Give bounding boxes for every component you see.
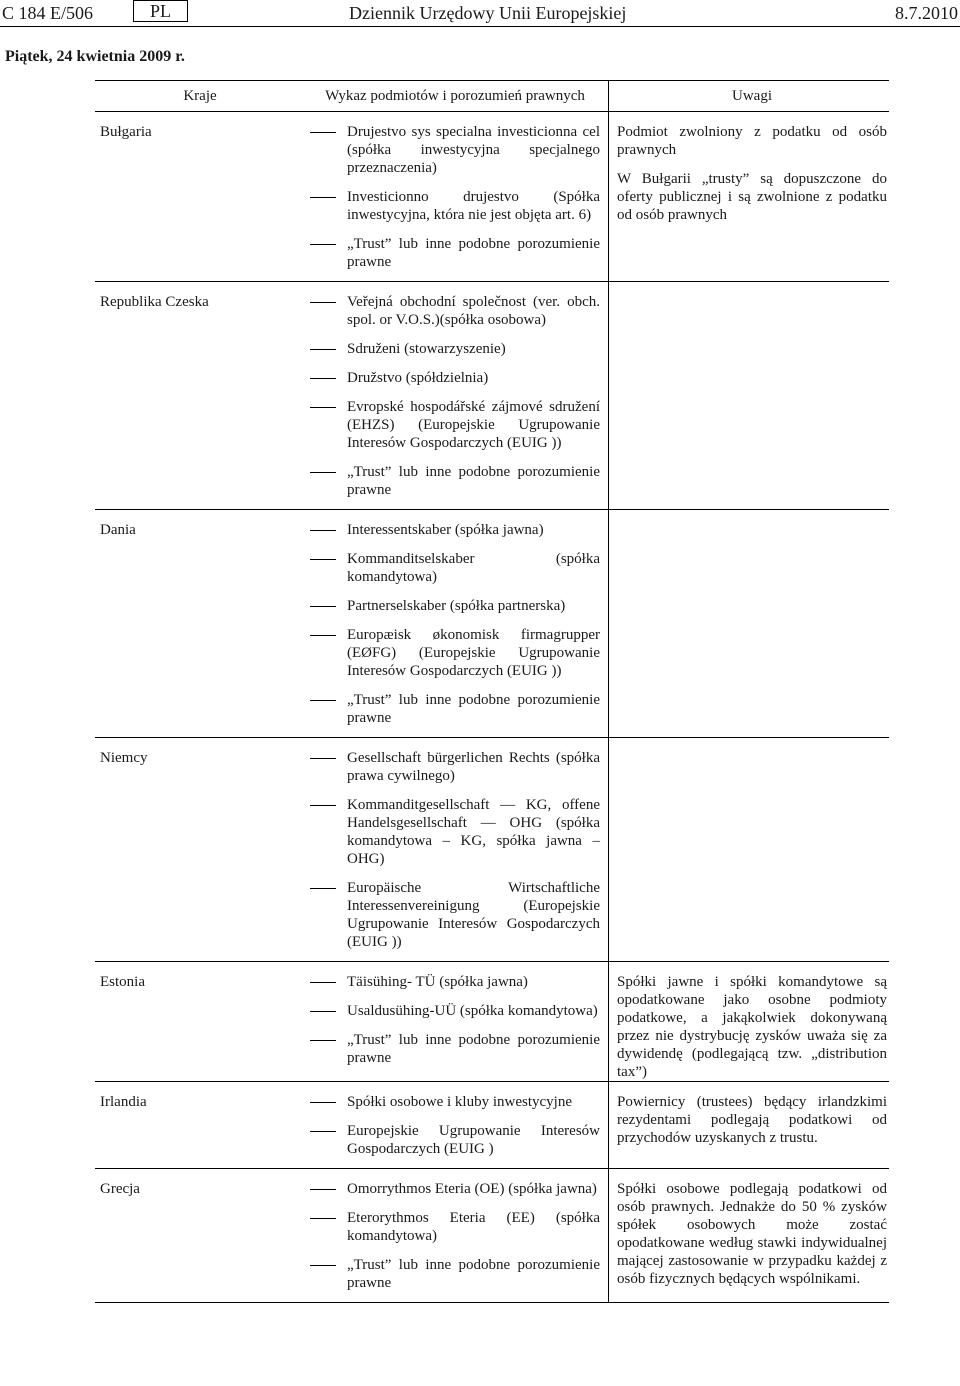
entities-cell [300, 112, 609, 282]
entity-text: Sdruženi (stowarzyszenie) [347, 341, 506, 357]
table-body [95, 112, 889, 1303]
em-dash-bullet [310, 1102, 336, 1103]
notes-cell [609, 1169, 890, 1303]
header-entities: Wykaz podmiotów i porozumień prawnych [300, 81, 609, 112]
entity-list-item [310, 626, 600, 680]
notes-cell [609, 112, 890, 282]
entity-text: Spółki osobowe i kluby inwestycyjne [347, 1094, 572, 1110]
entity-text: Družstvo (spółdzielnia) [347, 370, 489, 386]
entity-text: Veřejná obchodní společnost (ver. obch. spol. or V.O.S.)(spółka osobowa) [347, 294, 600, 328]
em-dash-bullet [310, 302, 336, 303]
entity-list-item [310, 293, 600, 329]
entity-list-item [310, 340, 600, 358]
table-header-row [95, 81, 889, 112]
table-row [95, 282, 889, 510]
country-cell: Grecja [95, 1169, 300, 1303]
entity-list-item [310, 398, 600, 452]
em-dash-bullet [310, 1189, 336, 1190]
em-dash-bullet [310, 378, 336, 379]
notes-cell [609, 282, 890, 510]
em-dash-bullet [310, 1040, 336, 1041]
publication-date: 8.7.2010 [895, 3, 958, 23]
entity-text: Eterorythmos Eteria (EE) (spółka komandytowa) [347, 1210, 600, 1244]
em-dash-bullet [310, 606, 336, 607]
entity-text: Europäische Wirtschaftliche Interessenvereinigung (Europejskie Ugrupowanie Interesów Gospodarczych (EUIG )) [347, 880, 600, 950]
table-row [95, 510, 889, 738]
entity-text: Omorrythmos Eteria (OE) (spółka jawna) [347, 1181, 597, 1197]
em-dash-bullet [310, 197, 336, 198]
em-dash-bullet [310, 635, 336, 636]
country-cell: Niemcy [95, 738, 300, 962]
entity-text: Kommanditgesellschaft — KG, offene Handelsgesellschaft — OHG (spółka komandytowa – KG, spółka jawna – OHG) [347, 797, 600, 867]
entity-list-item [310, 369, 600, 387]
entity-text: „Trust” lub inne podobne porozumienie prawne [347, 236, 600, 270]
entity-text: Täisühing- TÜ (spółka jawna) [347, 974, 528, 990]
notes-cell [609, 962, 890, 1082]
country-cell: Republika Czeska [95, 282, 300, 510]
entity-list-item [310, 550, 600, 586]
notes-cell [609, 1082, 890, 1169]
entities-table [95, 80, 889, 1303]
entity-text: Usaldusühing-UÜ (spółka komandytowa) [347, 1003, 598, 1019]
entity-list-item [310, 521, 600, 539]
note-paragraph: Powiernicy (trustees) będący irlandzkimi rezydentami podlegają podatkowi od przychodów uzyskanych z trustu. [617, 1094, 887, 1146]
em-dash-bullet [310, 700, 336, 701]
table-row [95, 1082, 889, 1169]
header-notes: Uwagi [609, 81, 890, 112]
em-dash-bullet [310, 888, 336, 889]
page-reference: C 184 E/506 [2, 3, 94, 23]
em-dash-bullet [310, 1011, 336, 1012]
entity-list-item [310, 1031, 600, 1067]
entity-text: Interessentskaber (spółka jawna) [347, 522, 544, 538]
entity-text: „Trust” lub inne podobne porozumienie prawne [347, 1257, 600, 1291]
entity-text: Europæisk økonomisk firmagrupper (EØFG) (Europejskie Ugrupowanie Interesów Gospodarczych (EUIG )) [347, 627, 600, 679]
note-paragraph: W Bułgarii „trusty” są dopuszczone do oferty publicznej i są zwolnione z podatku od osób prawnych [617, 171, 887, 223]
em-dash-bullet [310, 982, 336, 983]
note-paragraph: Spółki osobowe podlegają podatkowi od osób prawnych. Jednakże do 50 % zysków spółek osobowych może zostać opodatkowane według stawki indywidualnej mającej zastosowanie w przypadku każdej z osób fizycznych będących wspólnikami. [617, 1181, 887, 1287]
entities-cell [300, 738, 609, 962]
entity-list-item [310, 1122, 600, 1158]
note-paragraph: Spółki jawne i spółki komandytowe są opodatkowane jako osobne podmioty podatkowe, a jakąkolwiek dokonywaną przez nie dystrybucję zysków uważa się za dywidendę (podlegającą tzw. „distribution tax”) [617, 974, 887, 1080]
header-divider [0, 26, 960, 27]
em-dash-bullet [310, 559, 336, 560]
country-cell: Dania [95, 510, 300, 738]
entity-text: Partnerselskaber (spółka partnerska) [347, 598, 566, 614]
em-dash-bullet [310, 758, 336, 759]
entity-text: „Trust” lub inne podobne porozumienie prawne [347, 464, 600, 498]
entity-list-item [310, 463, 600, 499]
em-dash-bullet [310, 472, 336, 473]
entity-list-item [310, 691, 600, 727]
entity-text: Evropské hospodářské zájmové sdružení (EHZS) (Europejskie Ugrupowanie Interesów Gospodarczych (EUIG )) [347, 399, 600, 451]
entities-cell [300, 510, 609, 738]
entity-list-item [310, 749, 600, 785]
entity-text: Drujestvo sys specialna investicionna cel (spółka inwestycyjna specjalnego przeznaczenia) [347, 124, 600, 176]
entity-text: Gesellschaft bürgerlichen Rechts (spółka prawa cywilnego) [347, 750, 600, 784]
entities-cell [300, 1082, 609, 1169]
country-cell: Bułgaria [95, 112, 300, 282]
em-dash-bullet [310, 244, 336, 245]
note-paragraph: Podmiot zwolniony z podatku od osób prawnych [617, 124, 887, 158]
entity-text: „Trust” lub inne podobne porozumienie prawne [347, 1032, 600, 1066]
table-row [95, 962, 889, 1082]
entities-cell [300, 962, 609, 1082]
entities-cell [300, 1169, 609, 1303]
em-dash-bullet [310, 1218, 336, 1219]
em-dash-bullet [310, 349, 336, 350]
notes-cell [609, 738, 890, 962]
entity-list-item [310, 1209, 600, 1245]
page-header [0, 0, 960, 26]
entity-list-item [310, 235, 600, 271]
entity-list-item [310, 188, 600, 224]
table-row [95, 1169, 889, 1303]
entity-text: Investicionno drujestvo (Spółka inwestycyjna, która nie jest objęta art. 6) [347, 189, 600, 223]
notes-cell [609, 510, 890, 738]
em-dash-bullet [310, 530, 336, 531]
entity-list-item [310, 796, 600, 868]
entity-list-item [310, 597, 600, 615]
em-dash-bullet [310, 132, 336, 133]
entity-list-item [310, 1002, 600, 1020]
journal-title: Dziennik Urzędowy Unii Europejskiej [349, 3, 627, 23]
em-dash-bullet [310, 407, 336, 408]
entity-text: „Trust” lub inne podobne porozumienie prawne [347, 692, 600, 726]
header-countries: Kraje [95, 81, 300, 112]
entity-list-item [310, 973, 600, 991]
document-date: Piątek, 24 kwietnia 2009 r. [5, 48, 185, 65]
entity-text: Kommanditselskaber (spółka komandytowa) [347, 551, 600, 585]
entity-list-item [310, 1093, 600, 1111]
table-row [95, 738, 889, 962]
entity-text: Europejskie Ugrupowanie Interesów Gospodarczych (EUIG ) [347, 1123, 600, 1157]
entity-list-item [310, 1180, 600, 1198]
country-cell: Irlandia [95, 1082, 300, 1169]
em-dash-bullet [310, 1265, 336, 1266]
em-dash-bullet [310, 805, 336, 806]
entities-cell [300, 282, 609, 510]
language-badge: PL [133, 0, 188, 22]
entity-list-item [310, 123, 600, 177]
em-dash-bullet [310, 1131, 336, 1132]
country-cell: Estonia [95, 962, 300, 1082]
entity-list-item [310, 1256, 600, 1292]
entity-list-item [310, 879, 600, 951]
table-row [95, 112, 889, 282]
